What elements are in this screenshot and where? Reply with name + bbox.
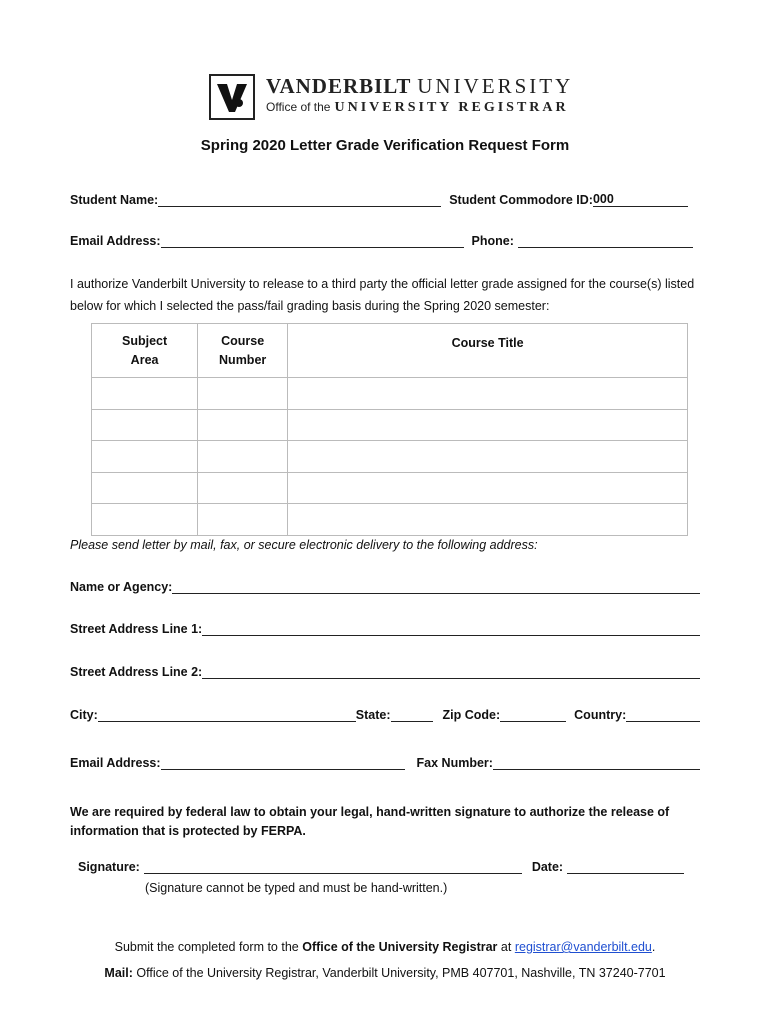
subject-area-cell[interactable] [92,472,198,504]
vanderbilt-logo-icon [209,74,255,120]
subject-area-cell[interactable] [92,504,198,536]
city-state-row [70,707,700,722]
student-id-label: Student Commodore ID: [449,193,593,207]
student-email-field[interactable] [161,233,464,248]
form-title: Spring 2020 Letter Grade Verification Request Form [200,137,570,154]
subject-area-cell[interactable] [92,409,198,441]
authorization-text: I authorize Vanderbilt University to release to a third party the official letter grade assigned for the course(s) listed below for which I selected the pass/fail grading basis during the Spring 2020 semester: [70,277,695,313]
street1-label: Street Address Line 1: [70,622,203,636]
registrar-office-name: Office of the UNIVERSITY REGISTRAR [266,100,569,115]
course-table-header [92,324,688,378]
mail-address-text: Office of the University Registrar, Vanderbilt University, PMB 407701, Nashville, TN 37240-7701 [136,966,666,980]
header-course-number: Course Number [198,324,288,378]
street1-row [70,621,700,636]
date-field[interactable] [567,859,684,874]
course-number-cell[interactable] [198,378,288,410]
recipient-name-row [70,579,700,594]
student-email-row [70,233,700,248]
signature-row [78,859,684,874]
course-number-cell[interactable] [198,504,288,536]
ferpa-notice: We are required by federal law to obtain your legal, hand-written signature to authorize the release of information that is protected by FERPA. [70,805,670,838]
university-name: VANDERBILT UNIVERSITY [266,74,574,98]
table-row [92,378,688,410]
course-title-cell[interactable] [288,378,688,410]
street2-row [70,664,700,679]
mail-label: Mail: [104,966,133,980]
student-id-prefix: 000 [592,192,614,206]
table-row [92,441,688,473]
course-title-cell[interactable] [288,409,688,441]
mail-address [0,966,770,980]
registrar-office-text: Office of the University Registrar [302,940,498,954]
recipient-email-label: Email Address: [70,756,161,770]
table-row [92,472,688,504]
signature-note: (Signature cannot be typed and must be hand-written.) [145,881,448,895]
street2-label: Street Address Line 2: [70,665,203,679]
recipient-email-row [70,755,700,770]
submit-instructions: Submit the completed form to the Office of the University Registrar at registrar@vanderbilt.edu. [114,940,656,954]
subject-area-cell[interactable] [92,378,198,410]
header-subject-area: Subject Area [92,324,198,378]
date-label: Date: [531,860,564,874]
course-number-cell[interactable] [198,409,288,441]
fax-field[interactable] [493,755,700,770]
zip-field[interactable] [500,707,566,722]
student-name-label: Student Name: [70,193,159,207]
student-name-field[interactable] [158,192,441,207]
course-number-cell[interactable] [198,472,288,504]
signature-field[interactable] [144,859,522,874]
state-field[interactable] [391,707,433,722]
state-label: State: [355,708,391,722]
course-title-cell[interactable] [288,441,688,473]
student-phone-field[interactable] [518,233,693,248]
city-label: City: [70,708,98,722]
table-row [92,504,688,536]
student-name-row [70,192,700,207]
student-id-field[interactable] [593,192,688,207]
delivery-note: Please send letter by mail, fax, or secure electronic delivery to the following address: [70,538,538,552]
fax-label: Fax Number: [416,756,493,770]
recipient-email-field[interactable] [161,755,405,770]
recipient-name-field[interactable] [172,579,700,594]
signature-label: Signature: [78,860,140,874]
registrar-email-link[interactable]: registrar@vanderbilt.edu [514,940,652,954]
subject-area-cell[interactable] [92,441,198,473]
street2-field[interactable] [202,664,700,679]
country-field[interactable] [626,707,700,722]
table-row [92,409,688,441]
header-course-title: Course Title [288,324,688,378]
student-phone-label: Phone: [471,234,514,248]
course-number-cell[interactable] [198,441,288,473]
country-label: Country: [574,708,627,722]
city-field[interactable] [98,707,356,722]
course-table [91,323,688,536]
recipient-name-label: Name or Agency: [70,580,173,594]
zip-label: Zip Code: [442,708,501,722]
course-title-cell[interactable] [288,472,688,504]
course-title-cell[interactable] [288,504,688,536]
student-email-label: Email Address: [70,234,161,248]
street1-field[interactable] [202,621,700,636]
